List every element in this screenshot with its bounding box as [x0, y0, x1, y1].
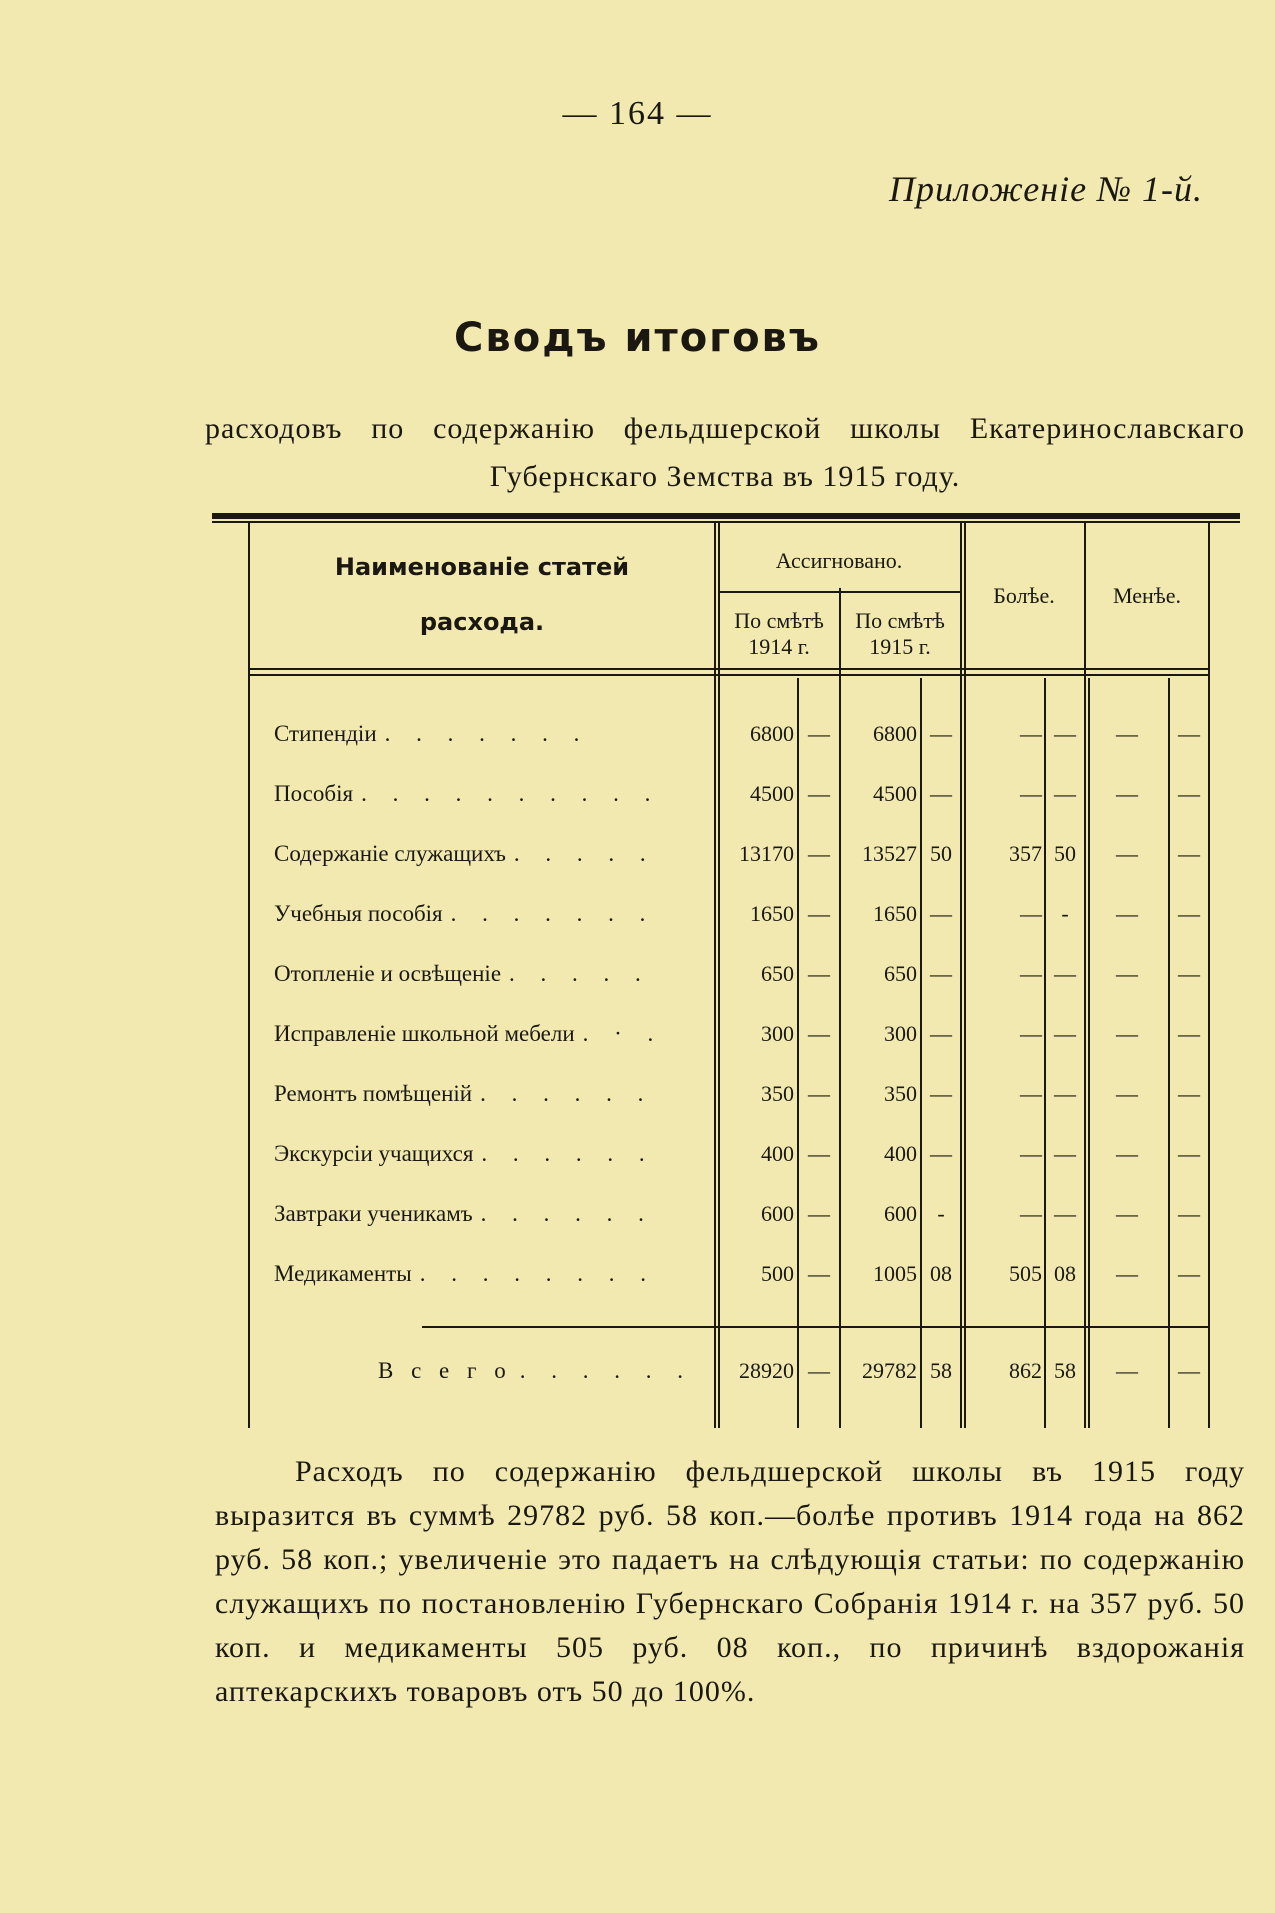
cell-1914-kop: — — [808, 1358, 830, 1383]
cell-1915: 29782 — [862, 1358, 917, 1383]
leader-dots: . . . . . . — [481, 1141, 655, 1166]
cell-1914-kop: — — [808, 1261, 830, 1286]
cell-1915: 1650 — [873, 901, 917, 926]
table-row — [212, 901, 1240, 941]
cell-1915-kop: — — [930, 781, 952, 806]
table-row — [212, 1141, 1240, 1181]
expense-table — [212, 513, 1240, 1428]
cell-more-kop: — — [1054, 1141, 1076, 1166]
table-row — [212, 721, 1240, 761]
cell-item-name — [274, 781, 714, 807]
page-title: Сводъ итоговъ — [454, 315, 821, 361]
cell-1915: 13527 — [862, 841, 917, 866]
cell-less-kop: — — [1178, 1201, 1200, 1226]
item-name-text: В с е г о — [378, 1358, 512, 1383]
leader-dots: . . . . . — [513, 841, 656, 866]
header-divider-1 — [714, 523, 716, 678]
cell-less: — — [1116, 1021, 1138, 1046]
page-number: — 164 — — [562, 95, 713, 132]
cell-1915: 6800 — [873, 721, 917, 746]
cell-more: 862 — [1009, 1358, 1042, 1383]
cell-1915-kop: — — [930, 1081, 952, 1106]
item-name-text: Отопленіе и освѣщеніе — [274, 961, 502, 986]
cell-1914: 4500 — [750, 781, 794, 806]
cell-1915: 4500 — [873, 781, 917, 806]
cell-more-kop: — — [1054, 1021, 1076, 1046]
col-1915-header: По смѣтѣ 1915 г. — [855, 608, 945, 659]
cell-more: — — [1020, 1201, 1042, 1226]
leader-dots: . · . — [582, 1021, 664, 1046]
col-less-header: Менѣе. — [1112, 583, 1182, 608]
cell-1915: 1005 — [873, 1261, 917, 1286]
table-row — [212, 1261, 1240, 1301]
cell-item-name — [274, 1201, 714, 1227]
table-row — [212, 1081, 1240, 1121]
assigned-underline — [718, 591, 960, 593]
cell-1914: 1650 — [750, 901, 794, 926]
cell-1915: 300 — [884, 1021, 917, 1046]
item-name-text: Стипендіи — [274, 721, 377, 746]
cell-more-kop: 58 — [1054, 1358, 1076, 1383]
cell-more-kop: — — [1054, 781, 1076, 806]
cell-1914: 13170 — [739, 841, 794, 866]
body-paragraph-text: Расходъ по содержанію фельдшерской школы въ 1915 году выразится въ суммѣ 29782 руб. 58 коп.—болѣе противъ 1914 года на 862 руб. 58 коп.; увеличеніе это падаетъ на слѣдующія статьи: по содержанію служащихъ по постановленію Губернскаго Собранія 1914 г. на 357 руб. 50 коп. и медикаменты 505 руб. 08 коп., по причинѣ вздорожанія аптекарскихъ товаровъ отъ 50 до 100%. — [215, 1455, 1245, 1708]
cell-1915-kop: 08 — [930, 1261, 952, 1286]
cell-more: — — [1020, 961, 1042, 986]
leader-dots: . . . . . . — [480, 1081, 654, 1106]
cell-1914: 400 — [761, 1141, 794, 1166]
cell-more: — — [1020, 1021, 1042, 1046]
table-row — [212, 1201, 1240, 1241]
cell-more: — — [1020, 781, 1042, 806]
col-assigned-header: Ассигновано. — [775, 548, 903, 573]
cell-1914-kop: — — [808, 1081, 830, 1106]
cell-more-kop: — — [1054, 721, 1076, 746]
leader-dots: . . . . . . . . . . — [361, 781, 661, 806]
cell-more-kop: - — [1061, 901, 1069, 926]
item-name-text: Содержаніе служащихъ — [274, 841, 506, 866]
cell-1915-kop: — — [930, 901, 952, 926]
table-row — [212, 781, 1240, 821]
cell-1914-kop: — — [808, 1141, 830, 1166]
cell-1914-kop: — — [808, 1021, 830, 1046]
col-name-header-line2: расхода. — [419, 608, 545, 636]
cell-1915-kop: — — [930, 1141, 952, 1166]
cell-1915-kop: - — [937, 1201, 945, 1226]
header-divider-2 — [839, 588, 841, 678]
cell-item-name — [274, 841, 714, 867]
col-name-header-line1: Наименованіе статей — [334, 553, 630, 581]
table-row — [212, 1021, 1240, 1061]
cell-less: — — [1116, 901, 1138, 926]
body-paragraph — [215, 1450, 1245, 1714]
cell-1915-kop: — — [930, 1021, 952, 1046]
col-1914-header: По смѣтѣ 1914 г. — [734, 608, 824, 659]
cell-less: — — [1116, 841, 1138, 866]
item-name-text: Учебныя пособія — [274, 901, 443, 926]
item-name-text: Ремонтъ помѣщеній — [274, 1081, 473, 1106]
cell-item-name — [274, 961, 714, 987]
cell-1914: 6800 — [750, 721, 794, 746]
cell-less: — — [1116, 1358, 1138, 1383]
cell-less-kop: — — [1178, 1261, 1200, 1286]
col-more-header: Болѣе. — [993, 583, 1055, 608]
cell-1914-kop: — — [808, 841, 830, 866]
leader-dots: . . . . . . — [480, 1201, 654, 1226]
cell-more-kop: 50 — [1054, 841, 1076, 866]
cell-1915-kop: — — [930, 961, 952, 986]
cell-more: 357 — [1009, 841, 1042, 866]
cell-less: — — [1116, 1261, 1138, 1286]
table-total-row — [212, 1358, 1240, 1398]
cell-more: — — [1020, 1141, 1042, 1166]
cell-1914: 28920 — [739, 1358, 794, 1383]
cell-more-kop: — — [1054, 961, 1076, 986]
total-separator — [422, 1326, 1210, 1328]
cell-1915-kop: 50 — [930, 841, 952, 866]
item-name-text: Пособія — [274, 781, 354, 806]
table-row — [212, 841, 1240, 881]
cell-less-kop: — — [1178, 1358, 1200, 1383]
cell-item-name — [274, 1021, 714, 1047]
cell-less-kop: — — [1178, 781, 1200, 806]
cell-less: — — [1116, 1141, 1138, 1166]
header-divider-1b — [718, 523, 720, 678]
cell-1914: 350 — [761, 1081, 794, 1106]
cell-less: — — [1116, 961, 1138, 986]
cell-less: — — [1116, 781, 1138, 806]
leader-dots: . . . . . . . — [450, 901, 656, 926]
cell-1914: 650 — [761, 961, 794, 986]
item-name-text: Медикаменты — [274, 1261, 412, 1286]
cell-1915: 350 — [884, 1081, 917, 1106]
cell-more: — — [1020, 721, 1042, 746]
cell-more-kop: — — [1054, 1081, 1076, 1106]
cell-1915-kop: — — [930, 721, 952, 746]
cell-1914: 500 — [761, 1261, 794, 1286]
leader-dots: . . . . . . — [519, 1358, 693, 1383]
cell-more: 505 — [1009, 1261, 1042, 1286]
cell-1914-kop: — — [808, 961, 830, 986]
cell-less-kop: — — [1178, 841, 1200, 866]
header-divider-3 — [960, 523, 962, 678]
cell-less: — — [1116, 721, 1138, 746]
cell-more: — — [1020, 1081, 1042, 1106]
cell-item-name — [274, 1141, 714, 1167]
cell-1914-kop: — — [808, 1201, 830, 1226]
cell-1915: 400 — [884, 1141, 917, 1166]
cell-1914-kop: — — [808, 901, 830, 926]
cell-less-kop: — — [1178, 901, 1200, 926]
cell-item-name — [274, 1081, 714, 1107]
cell-1914-kop: — — [808, 721, 830, 746]
cell-item-name — [274, 1261, 714, 1287]
cell-less: — — [1116, 1081, 1138, 1106]
cell-1914: 600 — [761, 1201, 794, 1226]
cell-1914-kop: — — [808, 781, 830, 806]
cell-less: — — [1116, 1201, 1138, 1226]
page-subtitle: расходовъ по содержанію фельдшерской школы Екатеринославскаго Губернскаго Земства въ 1915 году. — [205, 412, 1245, 493]
cell-1915: 650 — [884, 961, 917, 986]
leader-dots: . . . . . . . — [384, 721, 590, 746]
table-row — [212, 961, 1240, 1001]
cell-less-kop: — — [1178, 1141, 1200, 1166]
item-name-text: Завтраки ученикамъ — [274, 1201, 473, 1226]
cell-1915: 600 — [884, 1201, 917, 1226]
leader-dots: . . . . . — [509, 961, 651, 986]
item-name-text: Исправленіе школьной мебели — [274, 1021, 575, 1046]
leader-dots: . . . . . . . . — [419, 1261, 656, 1286]
header-bottom-rule — [248, 668, 1210, 670]
cell-less-kop: — — [1178, 721, 1200, 746]
cell-more: — — [1020, 901, 1042, 926]
cell-less-kop: — — [1178, 1021, 1200, 1046]
cell-more-kop: — — [1054, 1201, 1076, 1226]
top-rule — [212, 513, 1240, 519]
cell-more-kop: 08 — [1054, 1261, 1076, 1286]
appendix-label: Приложеніе № 1-й. — [889, 169, 1203, 209]
cell-less-kop: — — [1178, 1081, 1200, 1106]
header-bottom-rule-2 — [248, 674, 1210, 676]
cell-item-name — [274, 901, 714, 927]
cell-less-kop: — — [1178, 961, 1200, 986]
cell-item-name — [274, 721, 714, 747]
cell-1915-kop: 58 — [930, 1358, 952, 1383]
cell-1914: 300 — [761, 1021, 794, 1046]
item-name-text: Экскурсіи учащихся — [274, 1141, 474, 1166]
